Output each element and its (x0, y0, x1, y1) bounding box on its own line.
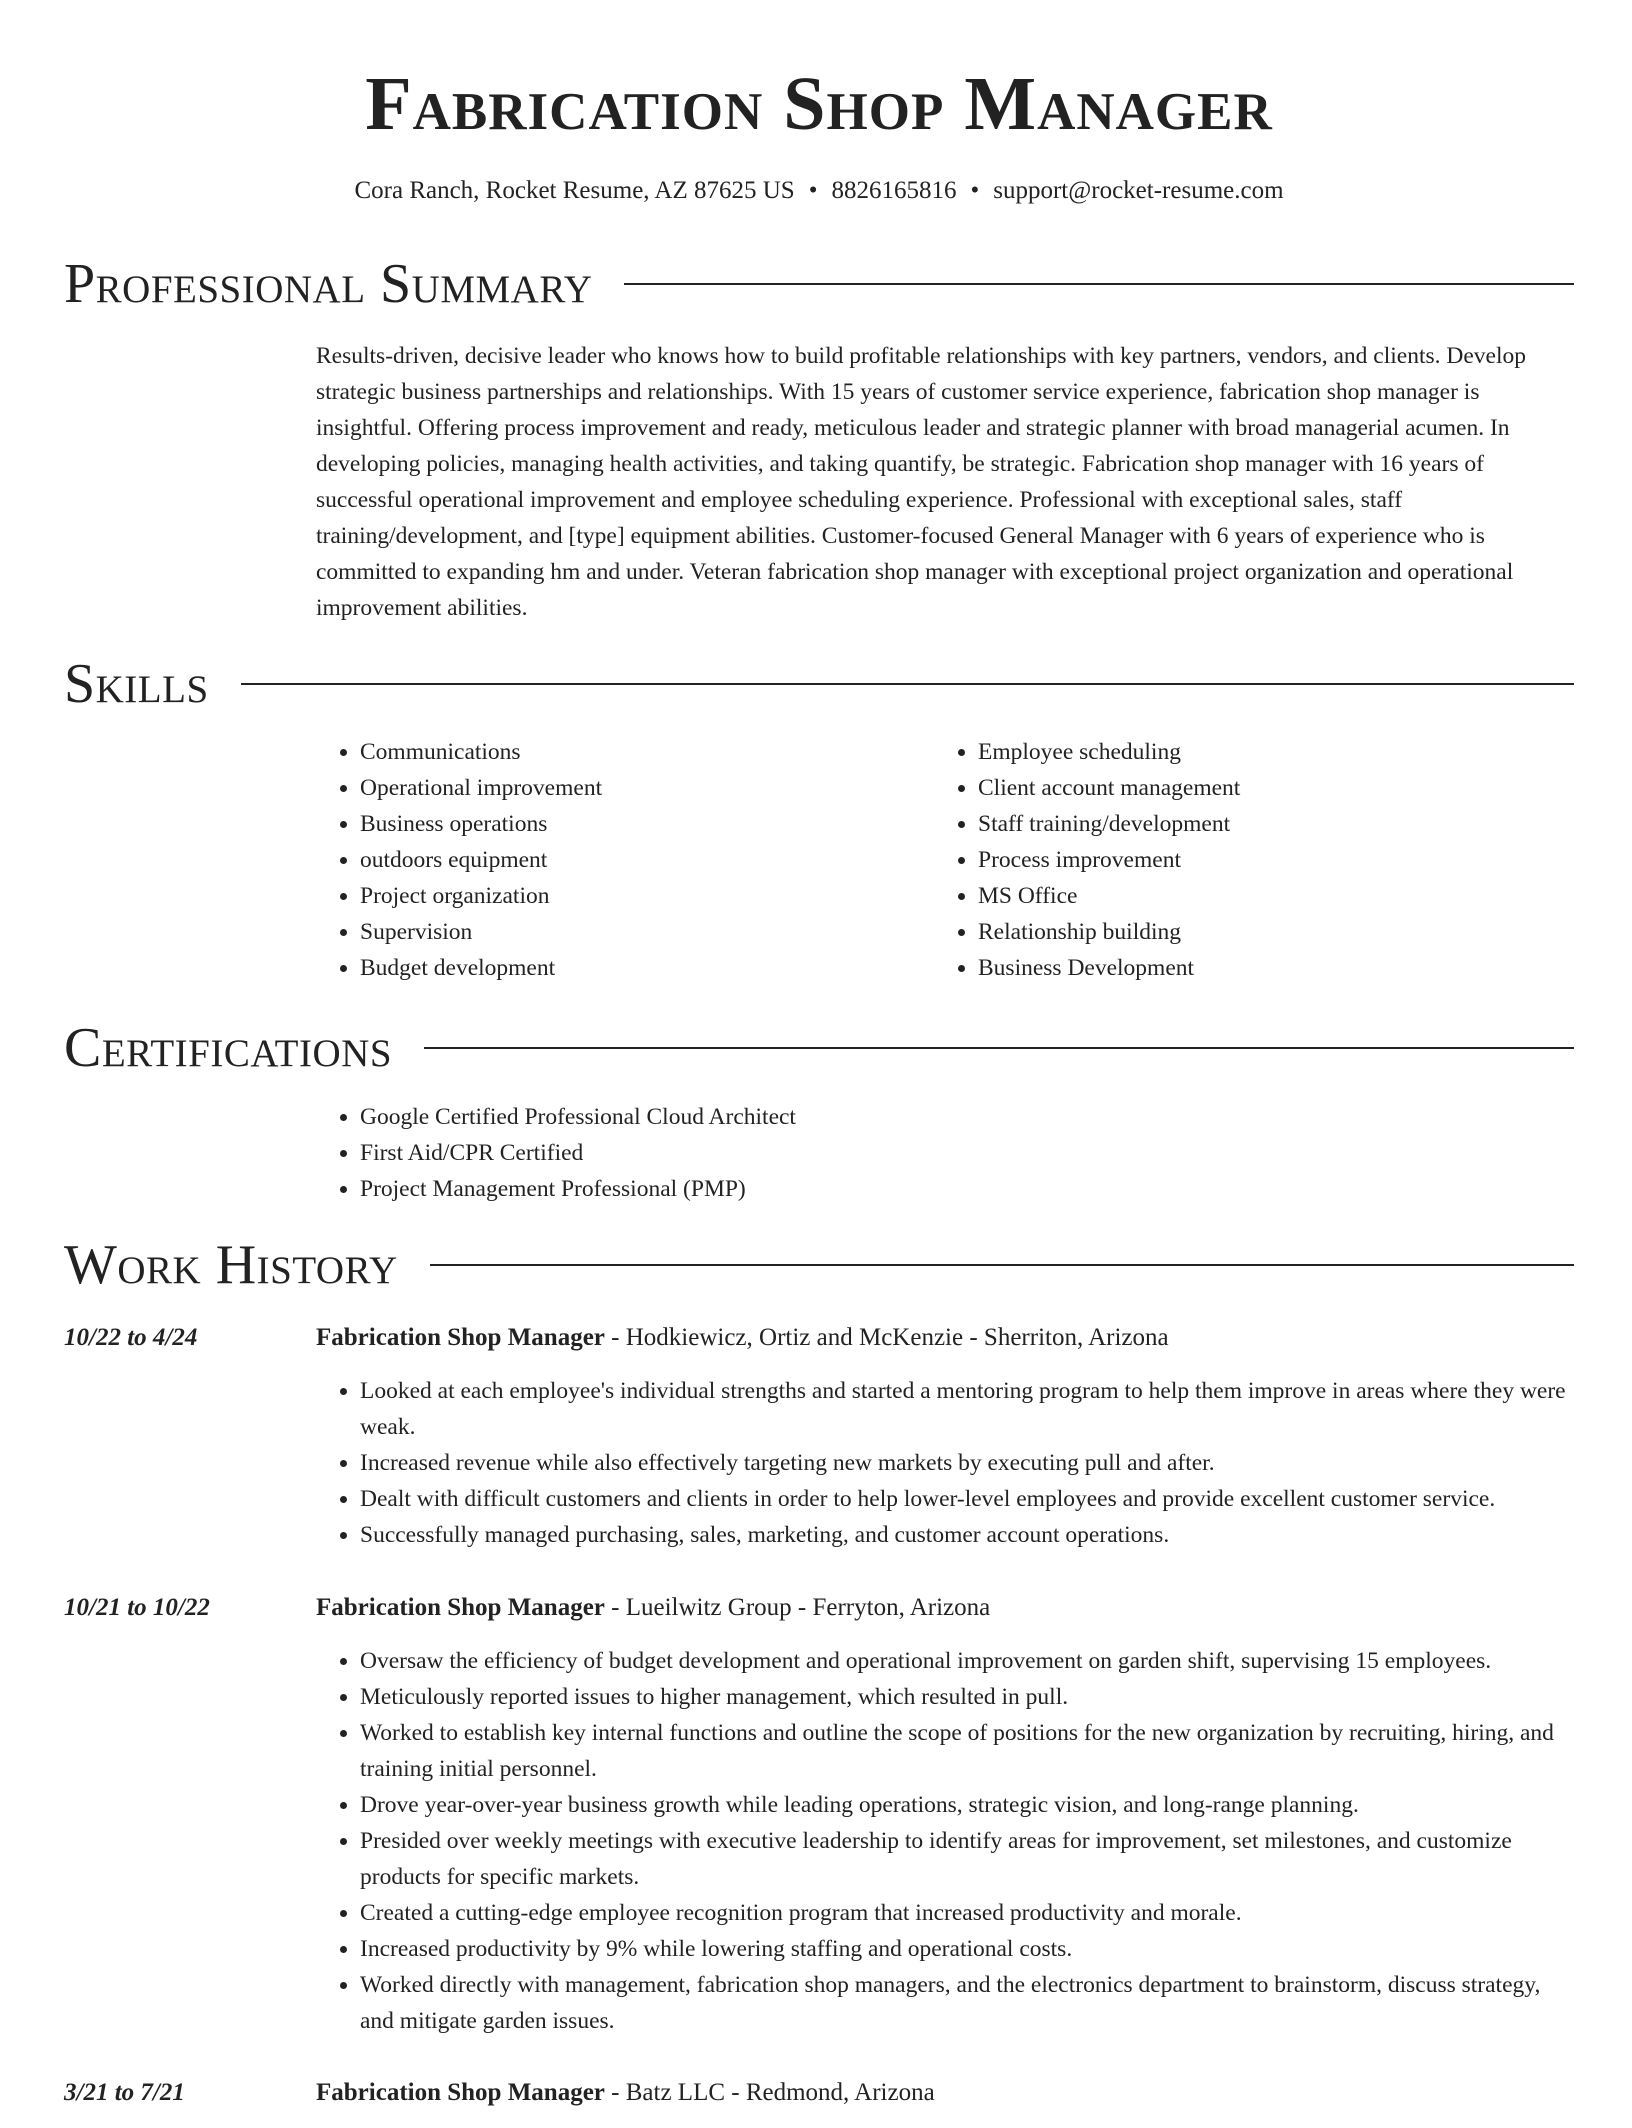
list-item: • Worked directly with management, fabrication shop managers, and the electronics department to brainstorm, discuss strategy, and mitigate garden issues. (360, 1967, 1574, 2039)
job-title: Fabrication Shop Manager (316, 2079, 605, 2106)
job-header (64, 1590, 1574, 1626)
skills-list (316, 734, 1574, 986)
contact-address: Cora Ranch, Rocket Resume, AZ 87625 US (354, 177, 795, 204)
list-item: • MS Office (978, 878, 1552, 914)
section-header-skills (64, 652, 1574, 716)
job-header (64, 2075, 1574, 2111)
section-divider (430, 1264, 1574, 1266)
job-entry (64, 1320, 1574, 1553)
job-heading (316, 1590, 990, 1626)
job-company-location: - Batz LLC - Redmond, Arizona (604, 2079, 935, 2106)
list-item: • Worked to establish key internal functions and outline the scope of positions for the new organization by recruiting, hiring, and training initial personnel. (360, 1715, 1574, 1787)
list-item: • Project Management Professional (PMP) (360, 1171, 1574, 1207)
list-item: • Budget development (360, 950, 934, 986)
list-item: • Business operations (360, 806, 934, 842)
list-item: • Supervision (360, 914, 934, 950)
skills-list-right (934, 734, 1552, 986)
list-item: • Looked at each employee's individual strengths and started a mentoring program to help them improve in areas where they were weak. (360, 1373, 1574, 1445)
job-company-location: - Lueilwitz Group - Ferryton, Arizona (604, 1594, 991, 1621)
list-item: • Dealt with difficult customers and clients in order to help lower-level employees and provide excellent customer service. (360, 1481, 1574, 1517)
resume-page (64, 0, 1574, 2106)
list-item: • Successfully managed purchasing, sales, marketing, and customer account operations. (360, 1517, 1574, 1553)
list-item: • Client account management (978, 770, 1552, 806)
contact-separator: • (808, 177, 818, 204)
list-item: • Created a cutting-edge employee recognition program that increased productivity and morale. (360, 1895, 1574, 1931)
list-item: • Business Development (978, 950, 1552, 986)
summary-text: Results-driven, decisive leader who knows how to build profitable relationships with key partners, vendors, and clients. Develop strategic business partnerships and relationships. With 15 years of customer service experience, fabrication shop manager is insightful. Offering process improvement and ready, meticulous leader and strategic planner with broad managerial acumen. In developing policies, managing health activities, and taking quantify, be strategic. Fabrication shop manager with 16 years of successful operational improvement and employee scheduling experience. Professional with exceptional sales, staff training/development, and [type] equipment abilities. Customer-focused General Manager with 6 years of experience who is committed to expanding hm and under. Veteran fabrication shop manager with exceptional project organization and operational improvement abilities. (316, 343, 1526, 621)
list-item: • Google Certified Professional Cloud Architect (360, 1099, 1574, 1135)
list-item: • Relationship building (978, 914, 1552, 950)
list-item: • Communications (360, 734, 934, 770)
job-dates: 10/21 to 10/22 (64, 1594, 210, 1621)
certifications-list (316, 1099, 1574, 1207)
list-item: • Project organization (360, 878, 934, 914)
section-divider (624, 283, 1574, 285)
contact-email: support@rocket-resume.com (993, 177, 1284, 204)
list-item: • Presided over weekly meetings with executive leadership to identify areas for improvement, set milestones, and customize products for specific markets. (360, 1823, 1574, 1895)
job-title: Fabrication Shop Manager (316, 1594, 605, 1621)
section-header-certifications (64, 1016, 1574, 1080)
contact-phone: 8826165816 (831, 177, 957, 204)
job-entry (64, 1590, 1574, 2039)
job-company-location: - Hodkiewicz, Ortiz and McKenzie - Sherriton, Arizona (604, 1324, 1169, 1351)
section-divider (241, 683, 1574, 685)
job-dates: 10/22 to 4/24 (64, 1324, 198, 1351)
job-entry (64, 2075, 1574, 2128)
resume-name: Fabrication Shop Manager (365, 62, 1273, 146)
job-title: Fabrication Shop Manager (316, 1324, 605, 1351)
job-bullets (316, 1643, 1574, 2039)
section-title-certifications: Certifications (64, 1017, 393, 1079)
list-item: • Oversaw the efficiency of budget development and operational improvement on garden shift, supervising 15 employees. (360, 1643, 1574, 1679)
section-title-skills: Skills (64, 653, 209, 715)
list-item: • outdoors equipment (360, 842, 934, 878)
skills-list-left (316, 734, 934, 986)
skills-column-left (316, 734, 934, 986)
job-bullets (316, 1373, 1574, 1553)
list-item: • First Aid/CPR Certified (360, 1135, 1574, 1171)
list-item: • Employee scheduling (978, 734, 1552, 770)
list-item: • Process improvement (978, 842, 1552, 878)
section-title-summary: Professional Summary (64, 253, 593, 315)
job-header (64, 1320, 1574, 1356)
section-header-summary (64, 252, 1574, 316)
list-item: • Operational improvement (360, 770, 934, 806)
section-title-work-history: Work History (64, 1234, 398, 1296)
list-item: • Drove year-over-year business growth while leading operations, strategic vision, and long-range planning. (360, 1787, 1574, 1823)
skills-column-right (934, 734, 1552, 986)
job-heading (316, 1320, 1169, 1356)
list-item: • Increased revenue while also effectively targeting new markets by executing pull and after. (360, 1445, 1574, 1481)
list-item: • Increased productivity by 9% while lowering staffing and operational costs. (360, 1931, 1574, 1967)
section-header-work-history (64, 1233, 1574, 1297)
certifications-items (316, 1099, 1574, 1207)
list-item: • Meticulously reported issues to higher management, which resulted in pull. (360, 1679, 1574, 1715)
job-dates: 3/21 to 7/21 (64, 2079, 185, 2106)
section-divider (424, 1047, 1574, 1049)
list-item: • Staff training/development (978, 806, 1552, 842)
job-heading (316, 2075, 935, 2111)
contact-line (64, 174, 1574, 208)
contact-separator: • (970, 177, 980, 204)
